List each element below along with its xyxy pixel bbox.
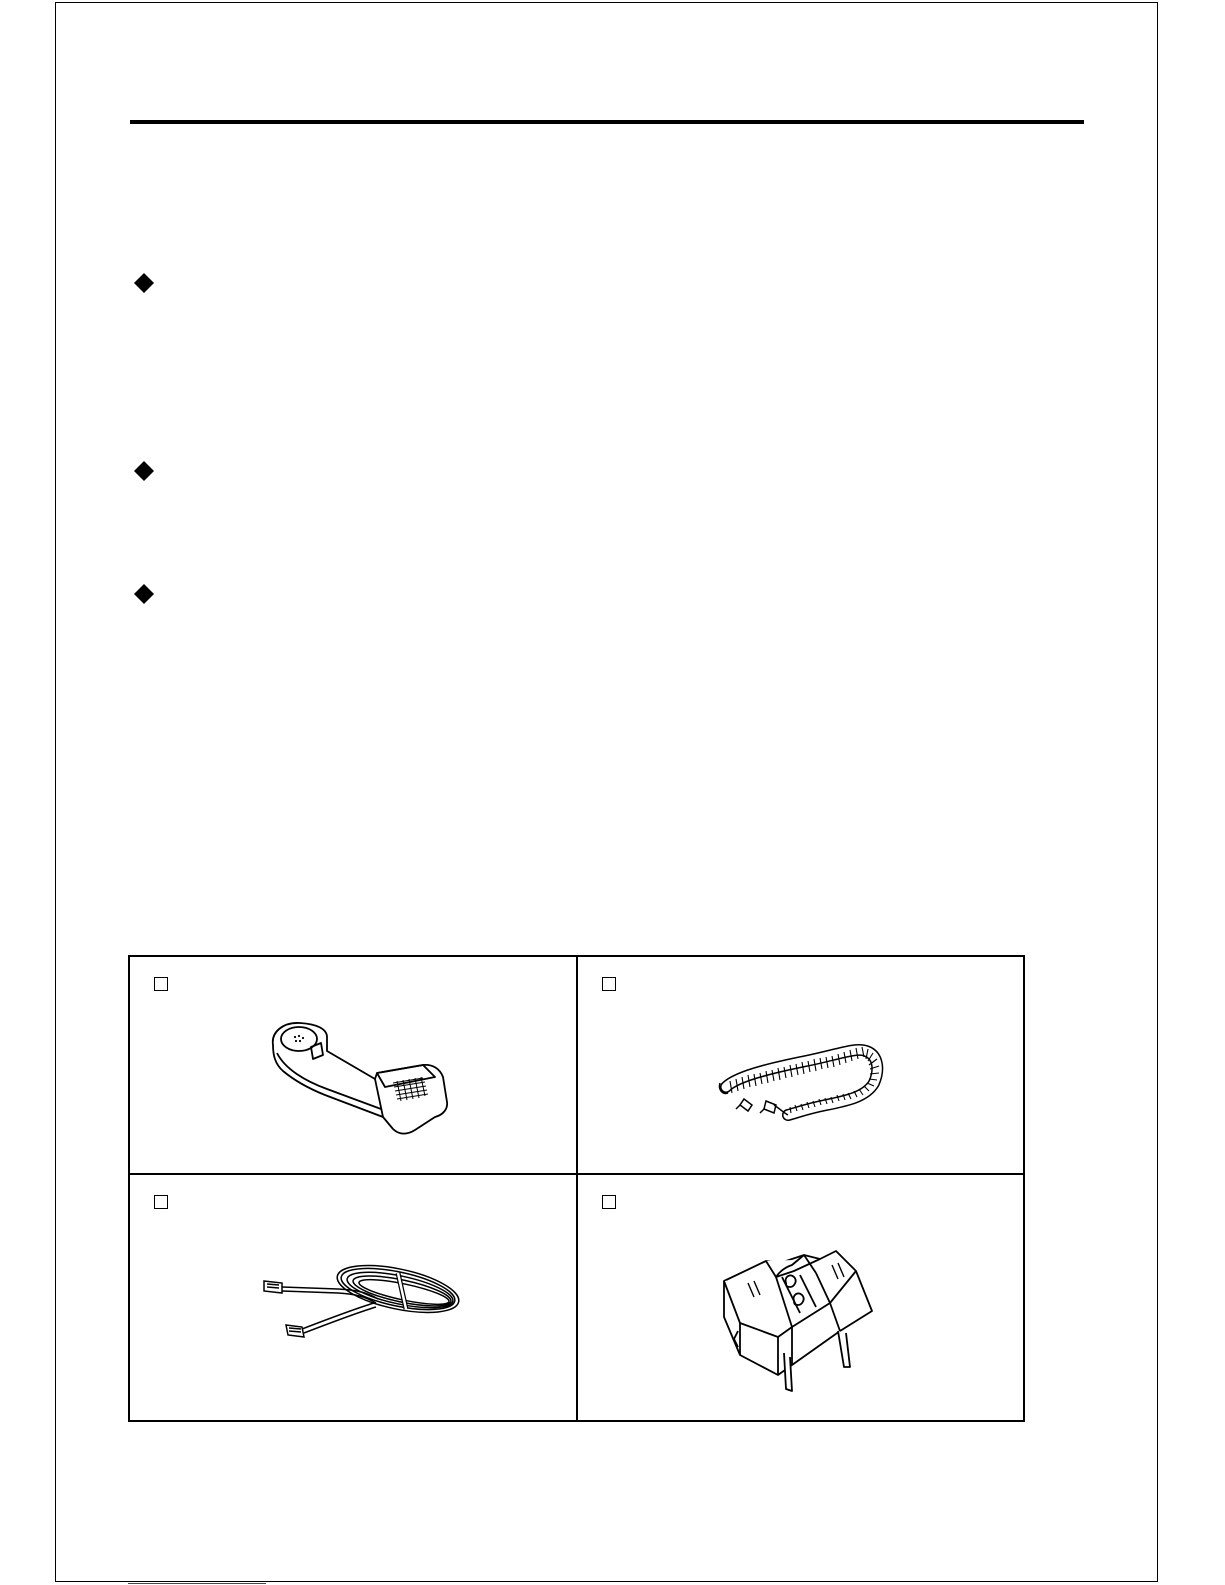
diamond-bullet-icon bbox=[134, 273, 154, 293]
checklist-item-handset-cord bbox=[578, 957, 1024, 1173]
coiled-handset-cord-icon bbox=[716, 1039, 886, 1134]
handset-checkbox[interactable] bbox=[154, 977, 168, 991]
diamond-bullet-icon bbox=[134, 461, 154, 481]
footer-link-underline[interactable] bbox=[128, 1583, 266, 1584]
header-rule bbox=[130, 120, 1084, 124]
line-cord-checkbox[interactable] bbox=[154, 1195, 168, 1209]
wall-mount-bracket-icon bbox=[720, 1227, 880, 1397]
package-contents-checklist bbox=[128, 955, 1025, 1422]
checklist-item-line-cord bbox=[130, 1175, 576, 1422]
wall-mount-bracket-checkbox[interactable] bbox=[602, 1195, 616, 1209]
checklist-item-handset bbox=[130, 957, 576, 1173]
handset-cord-checkbox[interactable] bbox=[602, 977, 616, 991]
telephone-handset-icon bbox=[265, 1017, 455, 1147]
telephone-line-cord-icon bbox=[258, 1259, 473, 1369]
checklist-item-wall-mount-bracket bbox=[578, 1175, 1024, 1422]
diamond-bullet-icon bbox=[134, 584, 154, 604]
